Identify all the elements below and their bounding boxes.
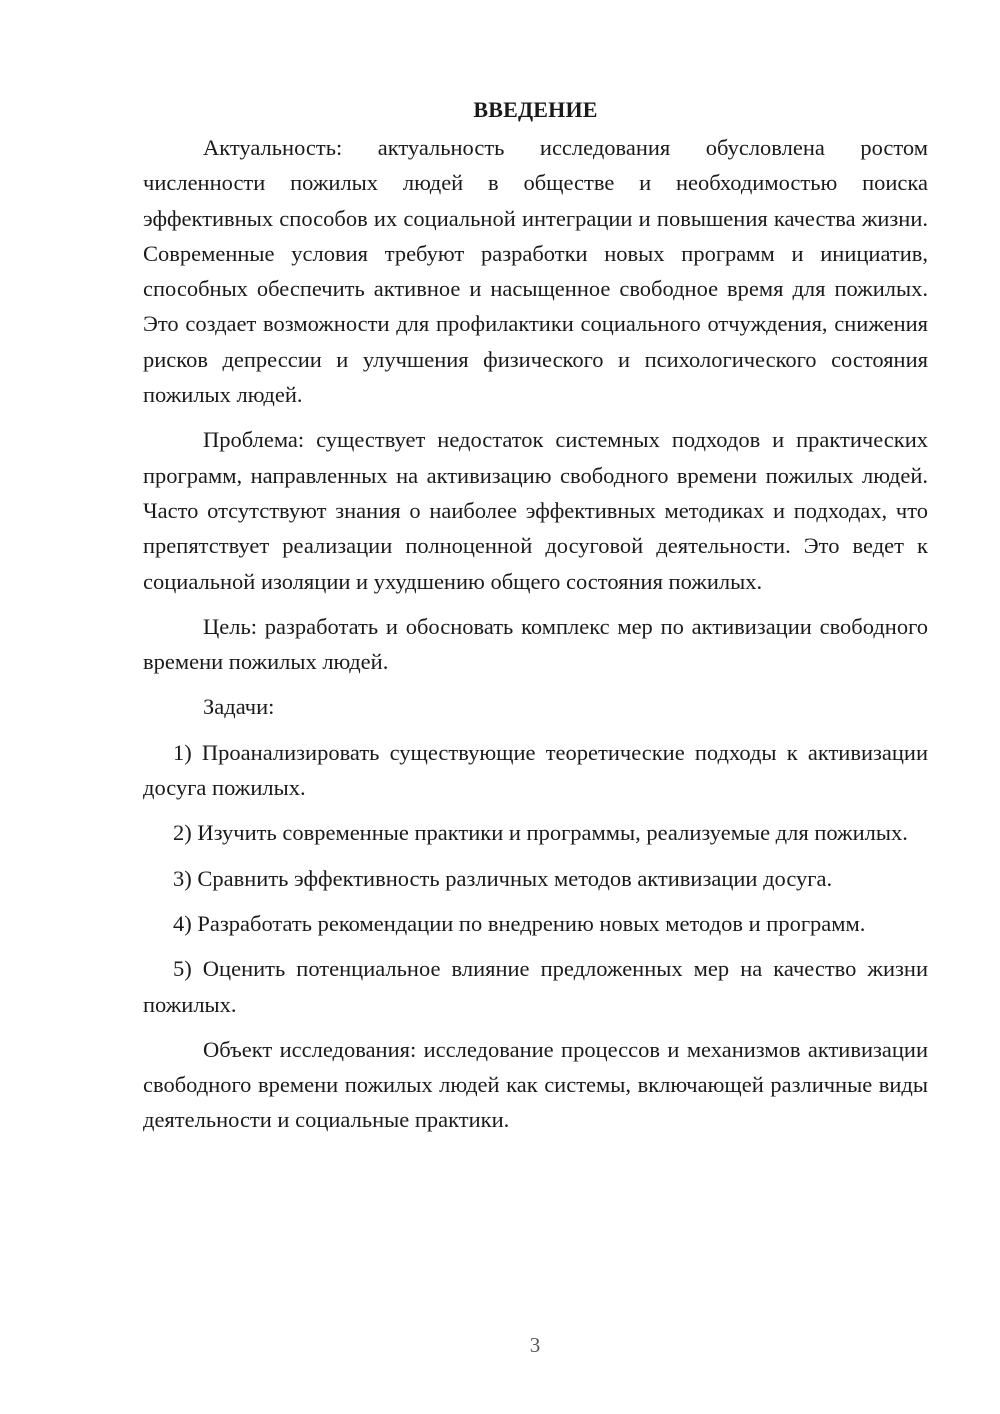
page-number: 3 bbox=[529, 1333, 541, 1357]
goal-paragraph: Цель: разработать и обосновать комплекс мер по активизации свободного времени пожилых людей. bbox=[143, 613, 928, 675]
object-paragraph: Объект исследования: исследование процессов и механизмов активизации свободного времени пожилых людей как системы, включающей различные виды деятельности и социальные практики. bbox=[143, 1036, 928, 1133]
relevance-paragraph: Актуальность: актуальность исследования обусловлена ростом численности пожилых людей в обществе и необходимостью поиска эффективных способов их социальной интеграции и повышения качества жизни. Современные условия требуют разработки новых программ и инициатив, способных обеспечить активное и насыщенное свободное время для пожилых. Это создает возможности для профилактики социального отчуждения, снижения рисков депрессии и улучшения физического и психологического состояния пожилых людей. bbox=[143, 135, 928, 408]
problem-paragraph: Проблема: существует недостаток системных подходов и практических программ, направленных на активизацию свободного времени пожилых людей. Часто отсутствуют знания о наиболее эффективных методиках и подходах, что препятствует реализации полноценной досуговой деятельности. Это ведет к социальной изоляции и ухудшению общего состояния пожилых. bbox=[143, 427, 928, 594]
document-title: ВВЕДЕНИЕ bbox=[473, 97, 598, 122]
task-item-4: 4) Разработать рекомендации по внедрению новых методов и программ. bbox=[173, 910, 866, 936]
task-item-2: 2) Изучить современные практики и программы, реализуемые для пожилых. bbox=[173, 820, 908, 846]
document-page bbox=[143, 92, 928, 1148]
task-item-3: 3) Сравнить эффективность различных методов активизации досуга. bbox=[173, 865, 833, 891]
task-item-1: 1) Проанализировать существующие теоретические подходы к активизации досуга пожилых. bbox=[143, 739, 928, 801]
task-item-5: 5) Оценить потенциальное влияние предложенных мер на качество жизни пожилых. bbox=[143, 956, 928, 1017]
tasks-heading: Задачи: bbox=[203, 694, 275, 720]
